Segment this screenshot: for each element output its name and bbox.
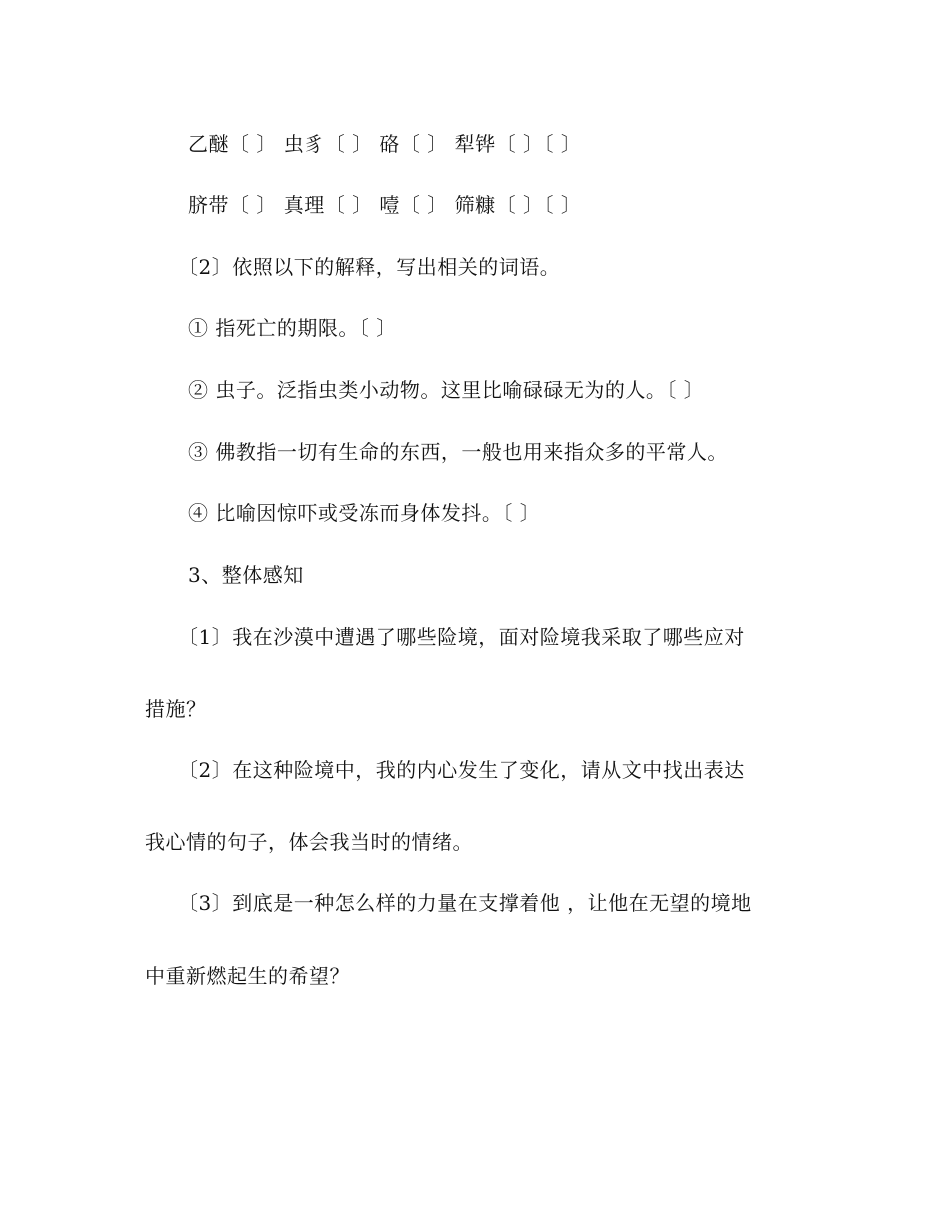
- vocab-line-2: 脐带〔 〕 真理〔 〕 噎〔 〕 筛糠〔 〕〔 〕: [188, 193, 582, 217]
- question-3-line-2: 中重新燃起生的希望？: [145, 964, 350, 988]
- question-2-line-2: 我心情的句子，体会我当时的情绪。: [145, 830, 473, 854]
- question-1-line-2: 措施？: [145, 697, 207, 721]
- definition-item-2: ② 虫子。泛指虫类小动物。这里比喻碌碌无为的人。〔 〕: [188, 378, 705, 402]
- question-1-line-1: 〔1〕我在沙漠中遭遇了哪些险境，面对险境我采取了哪些应对: [178, 625, 745, 649]
- question-3-line-1: 〔3〕到底是一种怎么样的力量在支撑着他 ，让他在无望的境地: [178, 891, 752, 915]
- question-2-prompt: 〔2〕依照以下的解释，写出相关的词语。: [178, 255, 561, 279]
- definition-item-4: ④ 比喻因惊吓或受冻而身体发抖。〔 〕: [188, 501, 541, 525]
- definition-item-3: ③ 佛教指一切有生命的东西，一般也用来指众多的平常人。: [188, 440, 728, 464]
- definition-item-1: ① 指死亡的期限。〔 〕: [188, 316, 397, 340]
- question-2-line-1: 〔2〕在这种险境中，我的内心发生了变化，请从文中找出表达: [178, 758, 745, 782]
- section-heading: 3、整体感知: [188, 563, 304, 587]
- vocab-line-1: 乙醚〔 〕 虫豸〔 〕 硌〔 〕 犁铧〔 〕〔 〕: [188, 132, 582, 156]
